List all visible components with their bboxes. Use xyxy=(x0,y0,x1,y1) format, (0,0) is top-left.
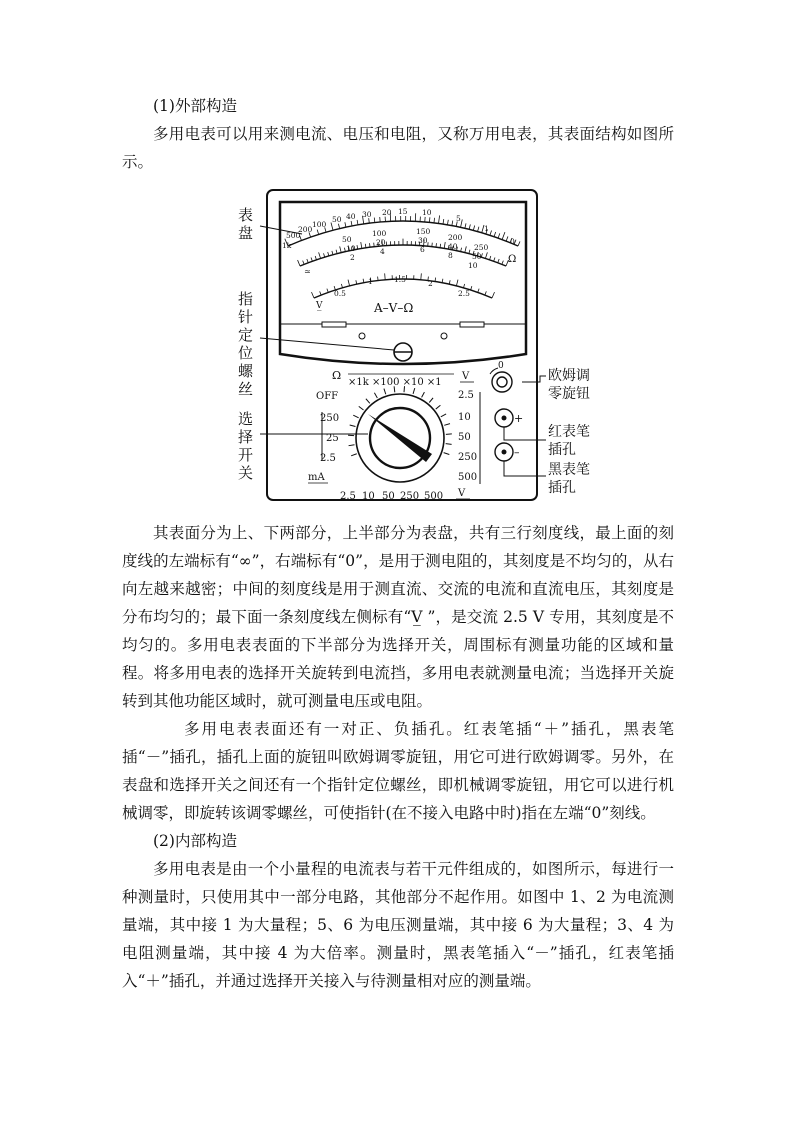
scale-tick xyxy=(456,280,458,286)
left-labels xyxy=(238,206,254,482)
mid-c-2: 2 xyxy=(350,253,355,262)
dial-dot-left xyxy=(359,333,365,339)
scale-tick xyxy=(317,230,319,235)
section1-heading: (1)外部构造 xyxy=(153,97,237,115)
ac-label-1: 1 xyxy=(368,277,373,286)
scale-tick xyxy=(492,292,495,298)
ohm-zero-knob-center xyxy=(497,377,507,387)
ohm-label-1k: 1k xyxy=(282,241,292,250)
scale-tick xyxy=(447,220,448,225)
knob-tick xyxy=(349,445,355,446)
knob-tick xyxy=(366,399,370,404)
panel-v-bottom: V xyxy=(458,488,466,499)
range-v-50[interactable]: 50 xyxy=(458,432,471,443)
black-jack-hole xyxy=(502,450,507,455)
leader-ohm-knob xyxy=(522,376,546,382)
scale-tick xyxy=(421,273,422,279)
scale-tick xyxy=(490,256,491,260)
scale-tick xyxy=(303,261,304,265)
scale-tick xyxy=(340,246,342,252)
scale-tick xyxy=(336,250,337,254)
label-switch-4: 关 xyxy=(238,464,254,482)
knob-tick xyxy=(384,389,386,395)
ohm-label-50: 50 xyxy=(332,215,342,224)
scale-tick xyxy=(485,291,486,295)
mid-a-150: 150 xyxy=(416,227,431,236)
label-switch-2: 择 xyxy=(238,428,254,446)
scale-tick xyxy=(439,215,440,223)
scale-tick xyxy=(357,220,358,225)
range-ac-50[interactable]: 50 xyxy=(382,491,395,502)
section2-heading: (2)内部构造 xyxy=(153,832,237,850)
range-v-10[interactable]: 10 xyxy=(458,412,471,423)
scale-tick xyxy=(298,260,300,266)
ohm-label-30: 30 xyxy=(362,210,372,219)
ac-scale-symbol: V̲ xyxy=(316,301,323,311)
mid-a-250: 250 xyxy=(474,243,489,252)
dial-center-text: A–V–Ω xyxy=(374,301,414,315)
ohm-label-20: 20 xyxy=(382,208,392,217)
mid-c-10: 10 xyxy=(468,261,478,270)
scale-tick xyxy=(307,259,308,263)
label-screw-6: 丝 xyxy=(238,380,254,398)
scale-tick xyxy=(311,257,312,261)
label-ohm-knob-1: 欧姆调 xyxy=(548,368,590,384)
dial-tab-left xyxy=(322,322,346,327)
ohm-label-0: 0 xyxy=(510,237,515,246)
ohm-label-40: 40 xyxy=(346,212,356,221)
scale-tick xyxy=(328,252,329,256)
scale-tick xyxy=(351,221,352,226)
label-red-jack-2: 插孔 xyxy=(548,442,576,458)
scale-tick xyxy=(319,252,321,258)
range-ac-250[interactable]: 250 xyxy=(400,491,420,502)
right-controls xyxy=(490,361,523,461)
label-screw-4: 位 xyxy=(238,344,254,362)
panel-v-top: V xyxy=(462,371,470,382)
knob-tick xyxy=(353,415,358,418)
label-black-jack-2: 插孔 xyxy=(548,480,576,496)
scale-tick xyxy=(502,232,505,239)
scale-tick xyxy=(461,248,462,252)
scale-tick xyxy=(490,231,492,236)
dial-tab-right xyxy=(460,322,484,327)
mid-a-50: 50 xyxy=(342,235,352,244)
range-ma-25[interactable]: 25 xyxy=(326,433,339,444)
label-red-jack-1: 红表笔 xyxy=(548,424,590,440)
scale-tick xyxy=(502,261,503,265)
knob-tick xyxy=(444,424,450,426)
plus-sign: + xyxy=(514,412,524,425)
label-screw-3: 定 xyxy=(238,326,254,344)
ac-label-2: 2 xyxy=(428,279,433,288)
dial-dot-right xyxy=(441,333,447,339)
mid-b-10: 10 xyxy=(346,244,356,253)
label-dial-2: 盘 xyxy=(238,224,254,242)
label-screw-5: 螺 xyxy=(238,362,254,380)
scale-tick xyxy=(461,219,463,227)
label-dial-1: 表 xyxy=(238,206,254,224)
multimeter-drawing xyxy=(222,186,612,506)
knob-tick xyxy=(350,425,356,427)
scale-tick xyxy=(506,236,508,241)
range-ac-500[interactable]: 500 xyxy=(424,491,444,502)
scale-tick xyxy=(341,284,342,288)
scale-tick xyxy=(444,242,445,248)
section1-text xyxy=(122,92,674,176)
scale-tick xyxy=(320,291,321,295)
scale-tick xyxy=(324,253,325,257)
scale-tick xyxy=(452,221,453,226)
description-text xyxy=(122,519,674,995)
scale-tick xyxy=(465,246,467,252)
section1-intro: 多用电表可以用来测电流、电压和电阻，又称万用电表，其表面结构如图所示。 xyxy=(122,125,674,171)
scale-tick xyxy=(478,227,479,232)
scale-tick xyxy=(361,242,362,248)
minus-sign: – xyxy=(514,446,520,459)
ohm-knob-zero: 0 xyxy=(498,361,504,371)
mid-c-6: 6 xyxy=(420,245,425,254)
knob-tick xyxy=(359,406,364,410)
panel-ohm-ranges: ×1k ×100 ×10 ×1 xyxy=(348,377,442,388)
scale-tick xyxy=(315,256,316,260)
leader-red-jack xyxy=(504,427,546,440)
label-black-jack-1: 黑表笔 xyxy=(548,462,590,478)
knob-tick xyxy=(374,393,377,398)
knob-tick xyxy=(436,405,441,409)
ohm-label-500: 500 xyxy=(286,231,301,240)
scale-tick xyxy=(473,226,474,231)
knob-tick xyxy=(394,386,395,392)
ac-label-0-5: 0.5 xyxy=(334,289,346,298)
red-jack-hole xyxy=(502,416,507,421)
mid-c-4: 4 xyxy=(380,247,385,256)
label-screw-1: 指 xyxy=(238,290,254,308)
range-v-2-5[interactable]: 2.5 xyxy=(458,390,474,401)
scale-tick xyxy=(498,259,499,263)
scale-tick xyxy=(311,292,314,298)
mid-b-50: 50 xyxy=(472,252,482,261)
scale-tick xyxy=(370,243,371,247)
ac-label-2-5: 2.5 xyxy=(458,289,470,298)
paragraph-jacks: 多用电表表面还有一对正、负插孔。红表笔插“＋”插孔，黑表笔插“－”插孔，插孔上面的旋钮叫欧姆调零旋钮，用它可进行欧姆调零。另外，在表盘和选择开关之间还有一个指针定位螺丝，即机械调零旋钮，用它可以进行机械调零，即旋转该调零螺丝，可使指针(在不接入电路中时)指在左端“0”刻线。 xyxy=(122,720,674,822)
range-ma-250[interactable]: 250 xyxy=(320,413,340,424)
scale-tick xyxy=(345,222,346,227)
range-v-250[interactable]: 250 xyxy=(458,452,478,463)
scale-tick xyxy=(449,280,450,284)
knob-tick xyxy=(444,453,450,455)
ohm-label-5: 5 xyxy=(456,214,461,223)
range-ac-2-5[interactable]: 2.5 xyxy=(340,491,356,502)
scale-tick xyxy=(464,284,465,288)
scale-tick xyxy=(469,250,470,254)
ohm-label-100: 100 xyxy=(312,220,327,229)
mid-c-8: 8 xyxy=(448,251,453,260)
scale-tick xyxy=(332,251,333,255)
right-labels xyxy=(548,368,590,496)
scale-tick xyxy=(469,224,470,229)
knob-tick xyxy=(404,386,405,392)
scale-tick xyxy=(356,280,357,284)
range-off[interactable]: OFF xyxy=(316,391,339,402)
scale-tick xyxy=(478,289,479,293)
ohm-label-1: 1 xyxy=(484,224,489,233)
mid-scale-symbol: ≃ xyxy=(304,267,311,276)
switch-panel xyxy=(308,369,480,502)
label-ohm-knob-2: 零旋钮 xyxy=(548,386,590,402)
scale-tick xyxy=(498,233,500,238)
knob-tick xyxy=(351,454,357,456)
scale-tick xyxy=(518,241,520,246)
label-switch-1: 选 xyxy=(238,410,254,428)
knob-tick xyxy=(422,392,425,397)
ohm-scale-symbol: Ω xyxy=(508,254,517,265)
leader-black-jack xyxy=(504,461,546,476)
knob-tick xyxy=(429,398,433,403)
mid-b-20: 20 xyxy=(376,238,386,247)
ac-label-1-5: 1.5 xyxy=(394,275,406,284)
range-v-500[interactable]: 500 xyxy=(458,472,478,483)
mid-b-30: 30 xyxy=(418,236,428,245)
ohm-label-10: 10 xyxy=(422,208,432,217)
scale-tick xyxy=(338,224,339,229)
scale-tick xyxy=(494,232,496,237)
scale-tick xyxy=(465,223,466,228)
scale-tick xyxy=(348,280,350,286)
scale-tick xyxy=(485,252,487,258)
ma-label: mA xyxy=(308,472,325,483)
range-ma-2-5[interactable]: 2.5 xyxy=(320,453,336,464)
mid-a-100: 100 xyxy=(372,229,387,238)
multimeter-figure xyxy=(222,186,612,506)
paragraph-surface: 其表面分为上、下两部分，上半部分为表盘，共有三行刻度线，最上面的刻度线的左端标有“∞”，右端标有“0”，是用于测电阻的，其刻度是不均匀的，从右向左越来越密；中间的刻度线是用于测直流、交流的电流和直流电压，其刻度是分布均匀的；最下面一条刻度线左侧标有“V̲ ”，是交流 2.5 V 专用，其刻度是不均匀的。多用电表表面的下半部分为选择开关，周围标有测量功能的区域和量程。将多用电表的选择开关旋转到电流挡，多用电表就测量电流；当选择开关旋转到其他功能区域时，就可测量电压或电阻。 xyxy=(122,524,674,710)
label-switch-3: 开 xyxy=(238,446,254,464)
scale-tick xyxy=(443,219,444,224)
scale-tick xyxy=(327,289,328,293)
ohm-label-15: 15 xyxy=(398,207,408,216)
scale-tick xyxy=(471,286,472,290)
knob-tick xyxy=(446,444,452,445)
scale-tick xyxy=(374,218,375,223)
ohm-label-200: 200 xyxy=(298,225,313,234)
scale-tick xyxy=(494,257,495,261)
mid-b-40: 40 xyxy=(448,242,458,251)
scale-tick xyxy=(385,273,386,279)
knob-tick xyxy=(413,388,415,394)
panel-ohm-symbol: Ω xyxy=(332,369,342,382)
scale-tick xyxy=(434,218,435,223)
label-screw-2: 针 xyxy=(238,308,254,326)
mid-a-200: 200 xyxy=(448,233,463,242)
section2-body: 多用电表是由一个小量程的电流表与若干元件组成的，如图所示，每进行一种测量时，只使用其中一部分电路，其他部分不起作用。如图中 1、2 为电流测量端，其中接 1 为大量程；5、6 为电压测量端，其中接 6 为大量程；3、4 为电阻测量端，其中接 4 为大倍率。测量时，黑表笔插入“－”插孔，红表笔插入“＋”插孔，并通过选择开关接入与待测量相对应的测量端。 xyxy=(122,860,674,990)
range-ac-10[interactable]: 10 xyxy=(362,491,375,502)
knob-tick xyxy=(441,414,446,417)
scale-tick xyxy=(436,243,437,247)
